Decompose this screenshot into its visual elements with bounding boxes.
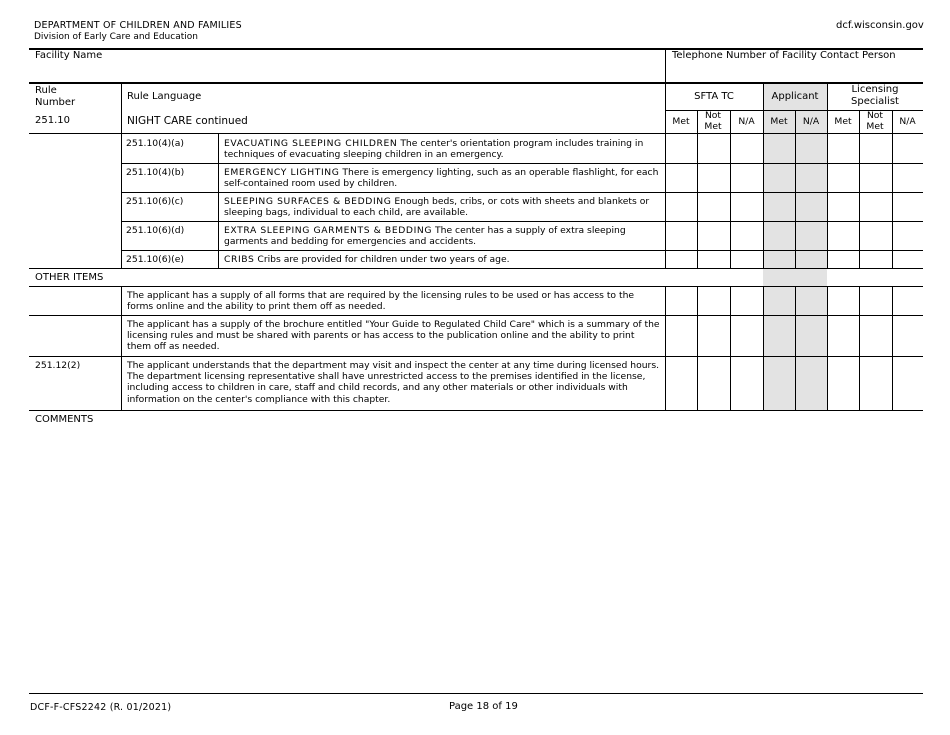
col-sfta-met: Met [672, 116, 690, 127]
rule-text: EMERGENCY LIGHTING There is emergency lighting, such as an operable flashlight, for each self-contained room used by children. [224, 167, 659, 190]
rule-number-header: Rule Number [35, 85, 76, 108]
rule-sub-number: 251.10(4)(a) [126, 138, 184, 149]
group-licensing-specialist: Licensing Specialist [851, 84, 899, 107]
col-licensing-not-met: Not Met [866, 110, 884, 133]
telephone-field[interactable]: Telephone Number of Facility Contact Person [672, 50, 896, 61]
comments-area[interactable] [29, 428, 923, 690]
rule-sub-number: 251.10(6)(c) [126, 196, 184, 207]
rule-sub-number: 251.10(6)(d) [126, 225, 185, 236]
rule-language-header: Rule Language [127, 91, 202, 102]
other-item-text: The applicant has a supply of all forms that are required by the licensing rules to be used or has access to the forms online and the ability to print them off as needed. [127, 290, 635, 313]
rule-text: EVACUATING SLEEPING CHILDREN The center's orientation program includes training in techniques of evacuating sleeping children in an emergency. [224, 138, 644, 161]
section-title: NIGHT CARE continued [127, 115, 248, 127]
rule-text: SLEEPING SURFACES & BEDDING Enough beds, cribs, or cots with sheets and blankets or sleeping bags, individual to each child, are available. [224, 196, 650, 219]
division-name: Division of Early Care and Education [34, 32, 198, 42]
col-sfta-not-met: Not Met [704, 110, 722, 133]
other-item-text: The applicant understands that the department may visit and inspect the center at any time during licensed hours. The department licensing representative shall have unrestricted access to the premises identified in the license, including access to children in care, staff and child records, and any other materials or other individuals with information on the center's compliance with this chapter. [127, 360, 660, 405]
department-name: DEPARTMENT OF CHILDREN AND FAMILIES [34, 20, 242, 31]
group-applicant: Applicant [771, 91, 819, 102]
form-number: DCF-F-CFS2242 (R. 01/2021) [30, 702, 172, 713]
other-item-text: The applicant has a supply of the brochure entitled "Your Guide to Regulated Child Care" which is a summary of the licensing rules and must be shared with parents or has access to the publication online and the ability to print them off as needed. [127, 319, 660, 353]
group-sfta-tc: SFTA TC [694, 91, 734, 102]
col-sfta-na: N/A [738, 116, 755, 127]
page-number: Page 18 of 19 [449, 701, 518, 712]
rule-sub-number: 251.10(4)(b) [126, 167, 185, 178]
rule-text: EXTRA SLEEPING GARMENTS & BEDDING The center has a supply of extra sleeping garments and bedding for emergencies and accidents. [224, 225, 626, 248]
facility-name-field[interactable]: Facility Name [35, 50, 103, 61]
section-rule-number: 251.10 [35, 115, 70, 126]
rule-sub-number: 251.10(6)(e) [126, 254, 184, 265]
col-licensing-na: N/A [899, 116, 916, 127]
col-applicant-met: Met [770, 116, 788, 127]
other-item-rule-number: 251.12(2) [35, 360, 81, 371]
col-applicant-na: N/A [802, 116, 820, 127]
col-licensing-met: Met [834, 116, 852, 127]
comments-label: COMMENTS [35, 414, 94, 425]
other-items-heading: OTHER ITEMS [35, 272, 104, 283]
rule-text: CRIBS Cribs are provided for children under two years of age. [224, 254, 510, 265]
website-link[interactable]: dcf.wisconsin.gov [836, 20, 924, 31]
